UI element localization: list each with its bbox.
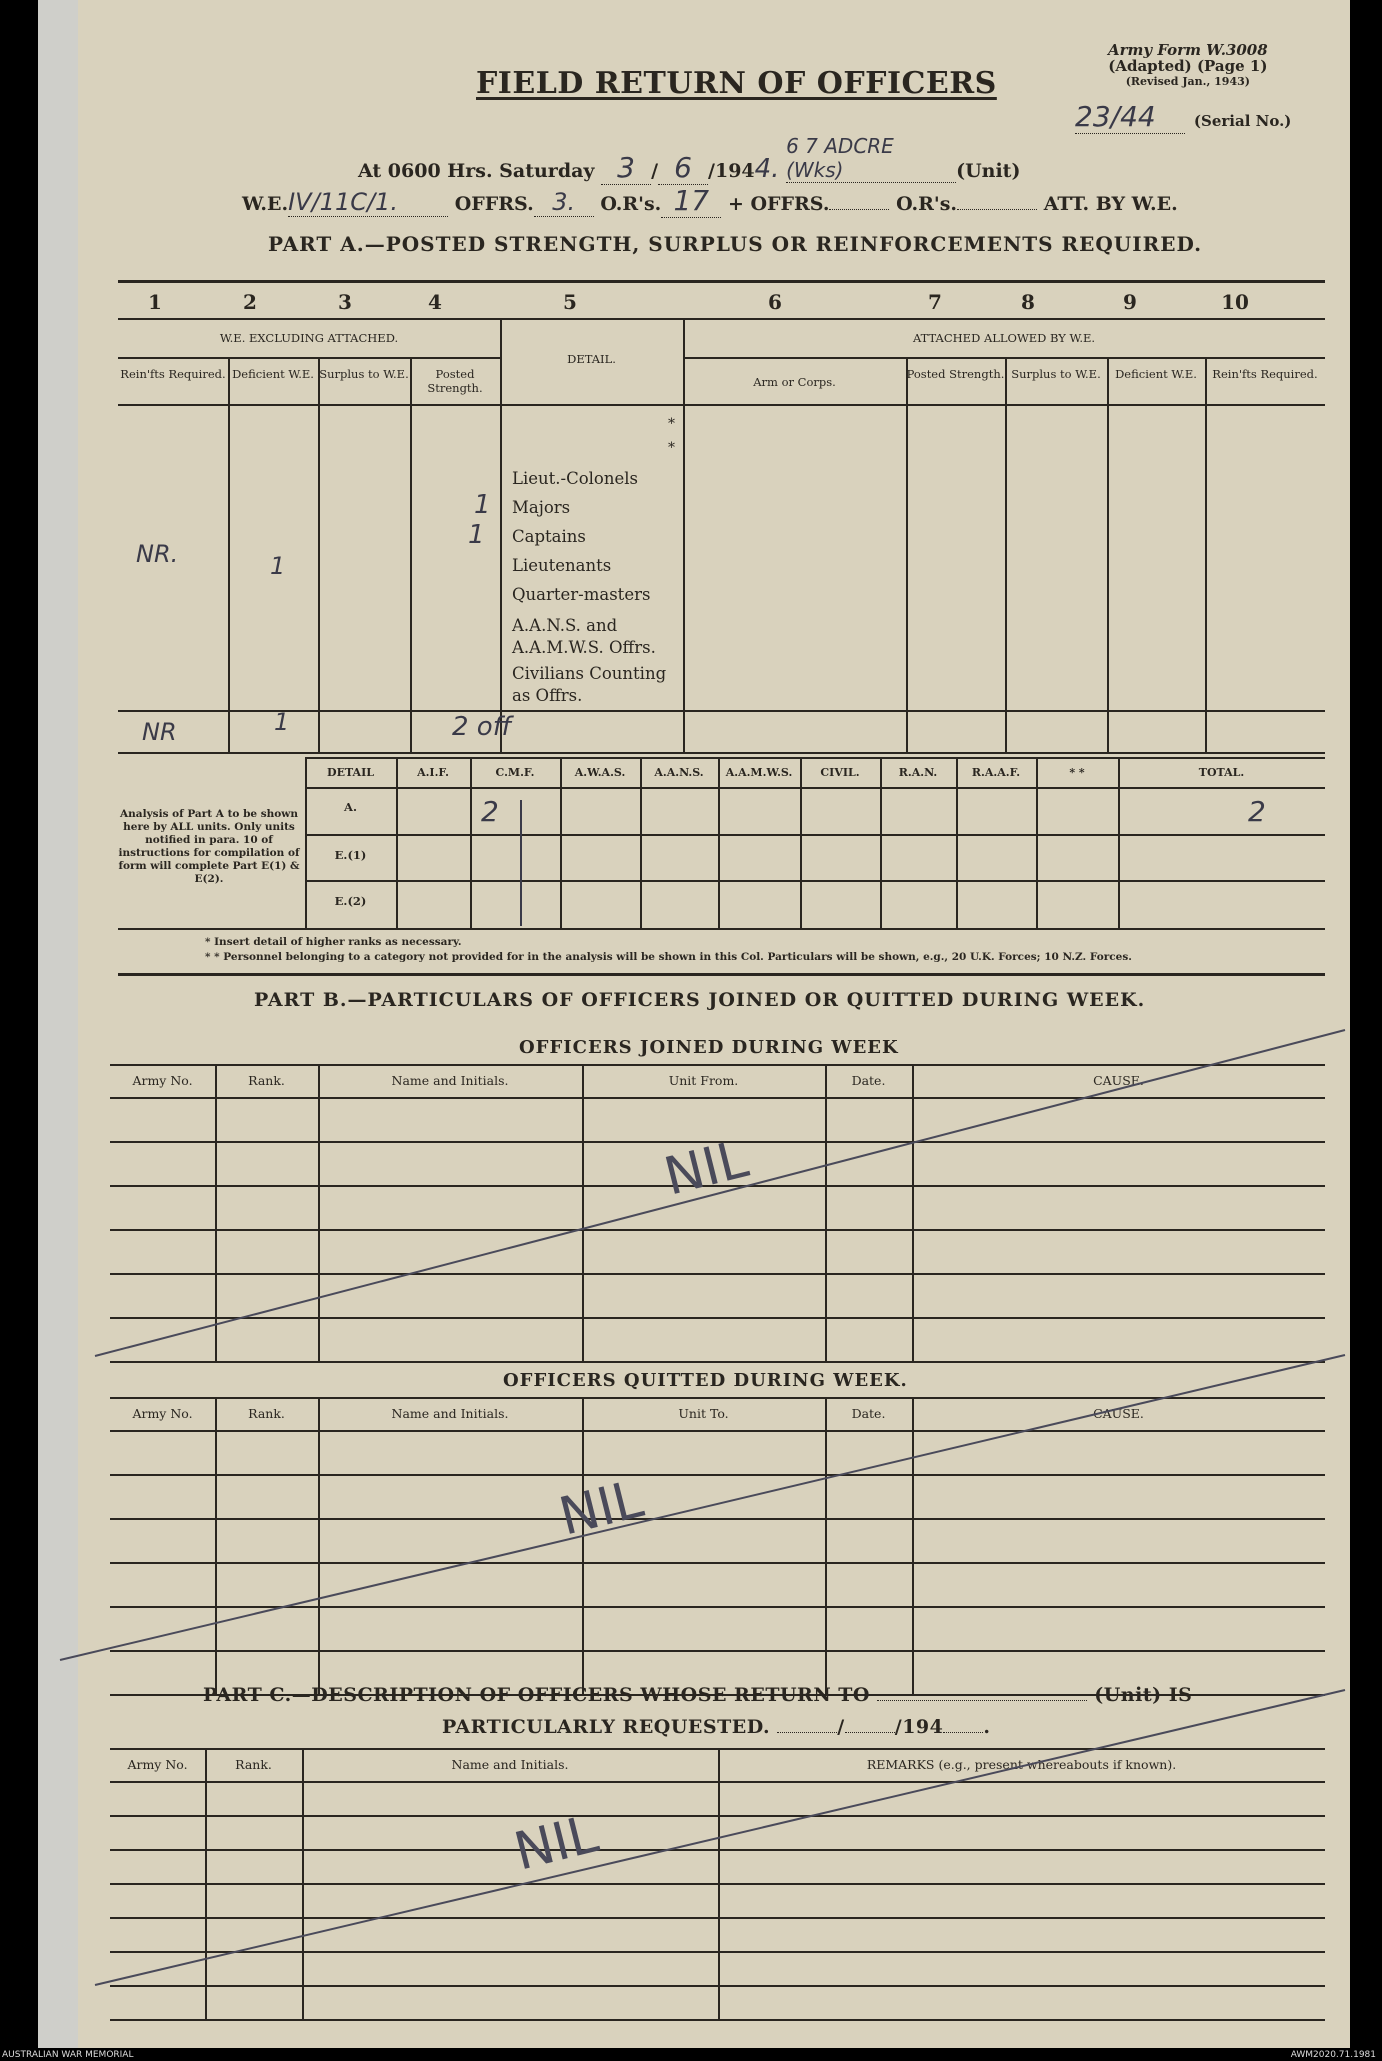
month-value: 6 (658, 151, 708, 185)
part-c-nil: NIL (508, 1804, 604, 1883)
hw-nr: NR. (136, 540, 179, 568)
joined-nil: NIL (658, 1129, 754, 1208)
analysis-col-header: DETAIL (327, 766, 374, 779)
rank-quartermasters: Quarter-masters (512, 585, 651, 604)
year-suffix: 4. (754, 154, 780, 184)
part-a-heading: PART A.—POSTED STRENGTH, SURPLUS OR REINFORCEMENTS REQUIRED. (268, 232, 1203, 256)
quitted-nil: NIL (553, 1469, 649, 1548)
we-label: W.E. (242, 193, 289, 215)
we-value: IV/11C/1. (288, 188, 448, 217)
attached-allowed-header: ATTACHED ALLOWED BY W.E. (912, 331, 1096, 345)
note-2: * * Personnel belonging to a category not provided for in the analysis will be shown in this Col. Particulars will be shown, e.g., 20 U.K. Forces; 10 N.Z. Forces. (205, 951, 1132, 963)
joined-heading: OFFICERS JOINED DURING WEEK (519, 1037, 899, 1058)
column-number: 1 (148, 290, 162, 314)
part-c-col-header: Name and Initials. (451, 1757, 569, 1772)
quitted-col-header: Unit To. (678, 1406, 729, 1421)
analysis-row-label: E.(2) (334, 894, 367, 908)
right-col-header: Rein'fts Required. (1212, 367, 1318, 381)
part-c-col-header: Rank. (235, 1757, 272, 1772)
rank-majors: Majors (512, 498, 571, 517)
hw-majors: 1 (474, 490, 491, 520)
total-a-value: 2 (1248, 795, 1266, 828)
analysis-col-header: A.I.F. (417, 766, 449, 779)
total-deficient: 1 (274, 708, 290, 736)
unit-label: (Unit) (956, 160, 1021, 182)
part-c-col-header: Army No. (127, 1757, 188, 1772)
column-number: 6 (768, 290, 782, 314)
column-number: 2 (243, 290, 257, 314)
rank-aans: A.A.N.S. and A.A.M.W.S. Offrs. (512, 616, 656, 657)
right-col-header: Deficient W.E. (1115, 367, 1197, 381)
rank-captains: Captains (512, 527, 586, 546)
ors-value: 17 (661, 184, 721, 218)
quitted-heading: OFFICERS QUITTED DURING WEEK. (503, 1370, 908, 1391)
column-number: 10 (1221, 290, 1249, 314)
column-number: 8 (1021, 290, 1035, 314)
year-prefix: /194 (708, 160, 755, 182)
analysis-col-header: A.W.A.S. (574, 766, 626, 779)
left-col-header: Posted Strength. (427, 367, 483, 395)
column-number: 9 (1123, 290, 1137, 314)
at-label: At 0600 Hrs. Saturday (358, 160, 595, 182)
plus-offrs-label: + OFFRS. (727, 193, 830, 215)
analysis-col-header: C.M.F. (495, 766, 535, 779)
joined-col-header: Rank. (248, 1073, 285, 1088)
date-line: At 0600 Hrs. Saturday 3 / 6 /1944. 6 7 ADCRE (Wks) (Unit) (358, 134, 1021, 184)
day-value: 3 (601, 151, 651, 185)
detail-header: DETAIL. (567, 352, 616, 366)
analysis-col-header: A.A.M.W.S. (725, 766, 793, 779)
ors-label: O.R's. (600, 193, 662, 215)
left-col-header: Surplus to W.E. (319, 367, 409, 381)
analysis-row-label: E.(1) (334, 848, 367, 862)
quitted-col-header: Army No. (132, 1406, 193, 1421)
joined-col-header: Name and Initials. (391, 1073, 509, 1088)
att-label: ATT. BY W.E. (1043, 193, 1178, 215)
rank-lieutenants: Lieutenants (512, 556, 612, 575)
form-ref-line1: Army Form W.3008 (1108, 41, 1268, 59)
joined-col-header: CAUSE. (1093, 1073, 1144, 1088)
serial-label: (Serial No.) (1193, 112, 1292, 130)
offrs-label: OFFRS. (454, 193, 534, 215)
analysis-col-header: A.A.N.S. (654, 766, 704, 779)
part-b-heading: PART B.—PARTICULARS OF OFFICERS JOINED OR QUITTED DURING WEEK. (254, 989, 1146, 1011)
column-number: 3 (338, 290, 352, 314)
form-ref-line2: (Adapted) (Page 1) (1108, 57, 1268, 75)
analysis-col-header: R.A.N. (898, 766, 938, 779)
right-col-header: Posted Strength. (906, 367, 1005, 381)
analysis-note: Analysis of Part A to be shown here by ALL units. Only units notified in para. 10 of instructions for compilation of form will complete Part E(1) & E(2). (118, 808, 300, 885)
footer-right: AWM2020.71.1981 (1290, 2050, 1376, 2060)
left-col-header: Deficient W.E. (232, 367, 314, 381)
analysis-row-label: A. (344, 800, 357, 814)
quitted-col-header: Rank. (248, 1406, 285, 1421)
note-1: * Insert detail of higher ranks as necessary. (205, 936, 462, 948)
joined-col-header: Army No. (132, 1073, 193, 1088)
analysis-col-header: * * (1069, 766, 1085, 779)
rank-lt-colonels: Lieut.-Colonels (512, 469, 638, 488)
column-number: 4 (428, 290, 442, 314)
right-col-header: Arm or Corps. (753, 375, 836, 389)
total-posted: 2 off (452, 712, 512, 742)
quitted-col-header: Name and Initials. (391, 1406, 509, 1421)
column-number: 7 (928, 290, 942, 314)
aif-a-value: 2 (481, 795, 499, 828)
we-excluding-header: W.E. EXCLUDING ATTACHED. (219, 331, 399, 345)
footer-left: AUSTRALIAN WAR MEMORIAL (2, 2050, 134, 2060)
hw-captains: 1 (468, 520, 485, 550)
part-c-col-header: REMARKS (e.g., present whereabouts if known). (866, 1757, 1177, 1772)
left-col-header: Rein'fts Required. (120, 367, 226, 381)
analysis-col-header: CIVIL. (820, 766, 860, 779)
form-title: FIELD RETURN OF OFFICERS (476, 66, 997, 101)
serial-value: 23/44 (1075, 100, 1185, 134)
form-ref-line3: (Revised Jan., 1943) (1125, 75, 1250, 88)
hw-deficient: 1 (270, 552, 286, 580)
part-c-heading-1: PART C.—DESCRIPTION OF OFFICERS WHOSE RETURN TO (Unit) IS (203, 1684, 1193, 1706)
total-nr: NR (142, 718, 177, 746)
column-number: 5 (563, 290, 577, 314)
ors2-label: O.R's. (896, 193, 958, 215)
rank-civilians: Civilians Counting as Offrs. (512, 664, 667, 705)
joined-col-header: Date. (851, 1073, 886, 1088)
quitted-col-header: CAUSE. (1093, 1406, 1144, 1421)
right-col-header: Surplus to W.E. (1011, 367, 1101, 381)
rank-stars: * * (668, 416, 675, 456)
analysis-col-header: R.A.A.F. (971, 766, 1021, 779)
part-c-heading-2: PARTICULARLY REQUESTED. / /194 . (442, 1716, 991, 1738)
analysis-col-header: TOTAL. (1198, 766, 1245, 779)
quitted-col-header: Date. (851, 1406, 886, 1421)
joined-col-header: Unit From. (668, 1073, 739, 1088)
offrs-value: 3. (534, 188, 594, 217)
unit-value: 6 7 ADCRE (Wks) (786, 134, 956, 183)
